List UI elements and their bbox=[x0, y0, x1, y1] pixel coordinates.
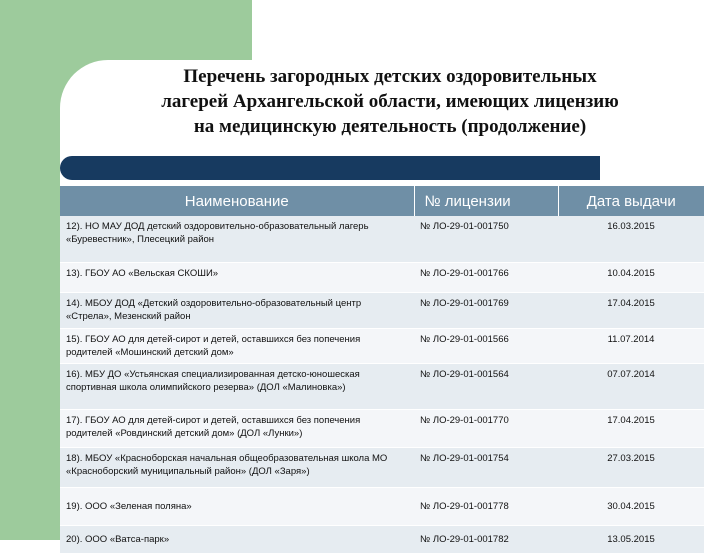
cell-license: № ЛО-29-01-001770 bbox=[414, 409, 558, 447]
header-name: Наименование bbox=[60, 186, 414, 216]
table-row bbox=[60, 487, 704, 525]
cell-license: № ЛО-29-01-001750 bbox=[414, 216, 558, 262]
cell-name: 12). НО МАУ ДОД детский оздоровительно-образовательный лагерь «Буревестник», Плесецкий район bbox=[60, 216, 414, 262]
cell-name: 20). ООО «Ватса-парк» bbox=[60, 525, 414, 553]
cell-name: 18). МБОУ «Красноборская начальная общеобразовательная школа МО «Красноборский муниципальный район» (ДОЛ «Заря») bbox=[60, 447, 414, 487]
cell-license: № ЛО-29-01-001564 bbox=[414, 363, 558, 409]
cell-date: 17.04.2015 bbox=[558, 409, 704, 447]
cell-date: 16.03.2015 bbox=[558, 216, 704, 262]
cell-date: 13.05.2015 bbox=[558, 525, 704, 553]
cell-license: № ЛО-29-01-001754 bbox=[414, 447, 558, 487]
table-row bbox=[60, 409, 704, 447]
table-header-row bbox=[60, 186, 704, 216]
cell-license: № ЛО-29-01-001782 bbox=[414, 525, 558, 553]
cell-date: 07.07.2014 bbox=[558, 363, 704, 409]
cell-license: № ЛО-29-01-001778 bbox=[414, 487, 558, 525]
cell-name: 15). ГБОУ АО для детей-сирот и детей, оставшихся без попечения родителей «Мошинский детский дом» bbox=[60, 328, 414, 363]
cell-license: № ЛО-29-01-001566 bbox=[414, 328, 558, 363]
cell-name: 14). МБОУ ДОД «Детский оздоровительно-образовательный центр «Стрела», Мезенский район bbox=[60, 292, 414, 328]
page-title bbox=[70, 64, 710, 139]
table-row bbox=[60, 262, 704, 292]
decorative-navy-bar bbox=[60, 156, 600, 180]
camps-table bbox=[60, 186, 704, 554]
cell-name: 13). ГБОУ АО «Вельская СКОШИ» bbox=[60, 262, 414, 292]
title-line-1: Перечень загородных детских оздоровительных bbox=[183, 66, 597, 87]
table-row bbox=[60, 292, 704, 328]
cell-name: 17). ГБОУ АО для детей-сирот и детей, оставшихся без попечения родителей «Ровдинский детский дом» (ДОЛ «Лунки») bbox=[60, 409, 414, 447]
cell-date: 27.03.2015 bbox=[558, 447, 704, 487]
cell-license: № ЛО-29-01-001766 bbox=[414, 262, 558, 292]
table-row bbox=[60, 216, 704, 262]
header-license: № лицензии bbox=[414, 186, 558, 216]
cell-name: 19). ООО «Зеленая поляна» bbox=[60, 487, 414, 525]
title-line-3: на медицинскую деятельность (продолжение) bbox=[193, 116, 587, 137]
cell-date: 11.07.2014 bbox=[558, 328, 704, 363]
header-date: Дата выдачи bbox=[558, 186, 704, 216]
cell-license: № ЛО-29-01-001769 bbox=[414, 292, 558, 328]
table-row bbox=[60, 447, 704, 487]
table-row bbox=[60, 363, 704, 409]
cell-date: 30.04.2015 bbox=[558, 487, 704, 525]
title-line-2: лагерей Архангельской области, имеющих лицензию bbox=[161, 91, 619, 112]
table-row bbox=[60, 525, 704, 553]
table-row bbox=[60, 328, 704, 363]
cell-name: 16). МБУ ДО «Устьянская специализированная детско-юношеская спортивная школа олимпийского резерва» (ДОЛ «Малиновка») bbox=[60, 363, 414, 409]
cell-date: 17.04.2015 bbox=[558, 292, 704, 328]
cell-date: 10.04.2015 bbox=[558, 262, 704, 292]
